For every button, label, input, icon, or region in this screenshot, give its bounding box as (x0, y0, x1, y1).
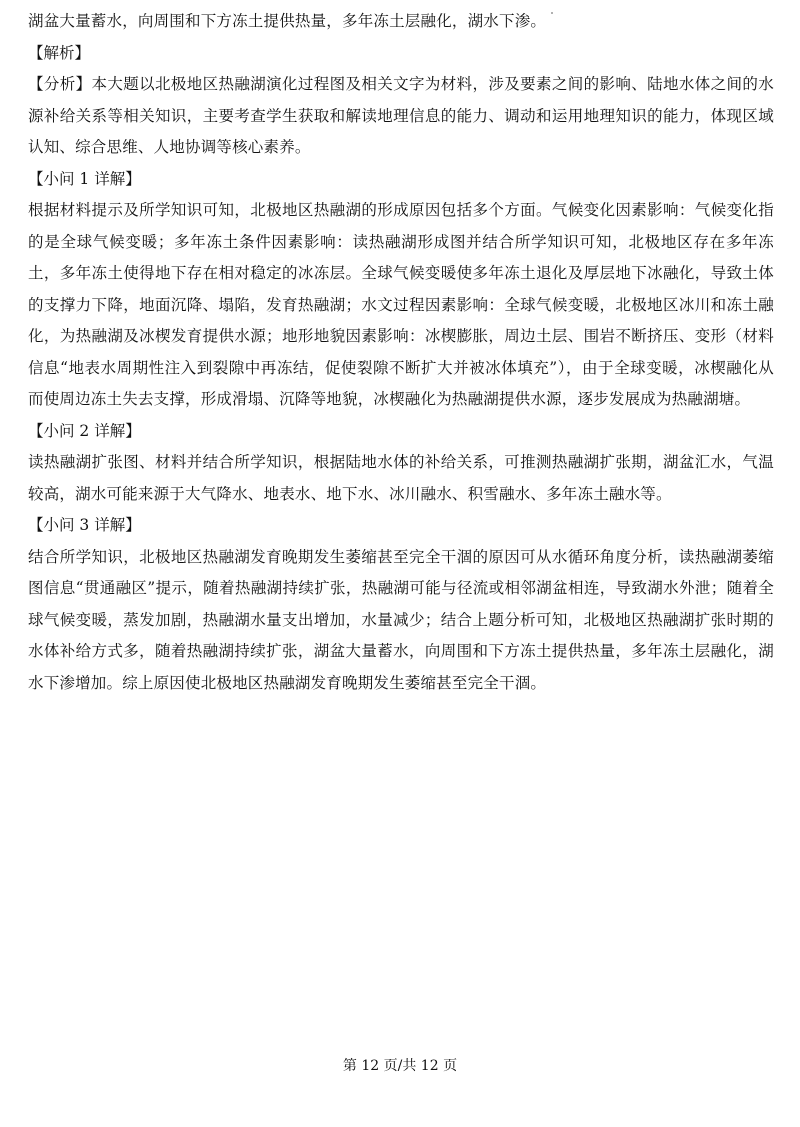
question-1-heading: 【小问 1 详解】 (28, 169, 141, 188)
analysis-paragraph: 【分析】本大题以北极地区热融湖演化过程图及相关文字为材料，涉及要素之间的影响、陆地水体之间的水源补给关系等相关知识，主要考查学生获取和解读地理信息的能力、调动和运用地理知识的能力，体现区域认知、综合思维、人地协调等核心素养。 (28, 75, 774, 156)
analysis-heading: 【解析】 (28, 43, 91, 62)
question-2-paragraph: 读热融湖扩张图、材料并结合所学知识，根据陆地水体的补给关系，可推测热融湖扩张期，湖盆汇水，气温较高，湖水可能来源于大气降水、地表水、地下水、冰川融水、积雪融水、多年冻土融水等。 (28, 453, 774, 503)
question-1-paragraph: 根据材料提示及所学知识可知，北极地区热融湖的形成原因包括多个方面。气候变化因素影响：气候变化指的是全球气候变暖；多年冻土条件因素影响：读热融湖形成图并结合所学知识可知，北极地区存在多年冻土，多年冻土使得地下存在相对稳定的冰冻层。全球气候变暖使多年冻土退化及厚层地下冰融化，导致土体的支撑力下降，地面沉降、塌陷，发育热融湖；水文过程因素影响：全球气候变暖，北极地区冰川和冻土融化，为热融湖及冰楔发育提供水源；地形地貌因素影响：冰楔膨胀，周边土层、围岩不断挤压、变形（材料信息“地表水周期性注入到裂隙中再冻结，促使裂隙不断扩大并被冰体填充”），由于全球变暖，冰楔融化从而使周边冻土失去支撑，形成滑塌、沉降等地貌，冰楔融化为热融湖提供水源，逐步发展成为热融湖塘。 (28, 201, 774, 408)
question-3-heading: 【小问 3 详解】 (28, 516, 141, 534)
continuation-paragraph: 湖盆大量蓄水，向周围和下方冻土提供热量，多年冻土层融化，湖水下渗。 (28, 12, 547, 30)
document-body (28, 6, 774, 699)
page-number-footer: 第 12 页/共 12 页 (342, 1058, 458, 1074)
question-3-paragraph: 结合所学知识，北极地区热融湖发育晚期发生萎缩甚至完全干涸的原因可从水循环角度分析，读热融湖萎缩图信息“贯通融区”提示，随着热融湖持续扩张，热融湖可能与径流或相邻湖盆相连，导致湖水外泄；随着全球气候变暖，蒸发加剧，热融湖水量支出增加，水量减少；结合上题分析可知，北极地区热融湖扩张时期的水体补给方式多，随着热融湖持续扩张，湖盆大量蓄水，向周围和下方冻土提供热量，多年冻土层融化，湖水下渗增加。综上原因使北极地区热融湖发育晚期发生萎缩甚至完全干涸。 (28, 547, 774, 692)
question-2-heading: 【小问 2 详解】 (28, 421, 141, 440)
